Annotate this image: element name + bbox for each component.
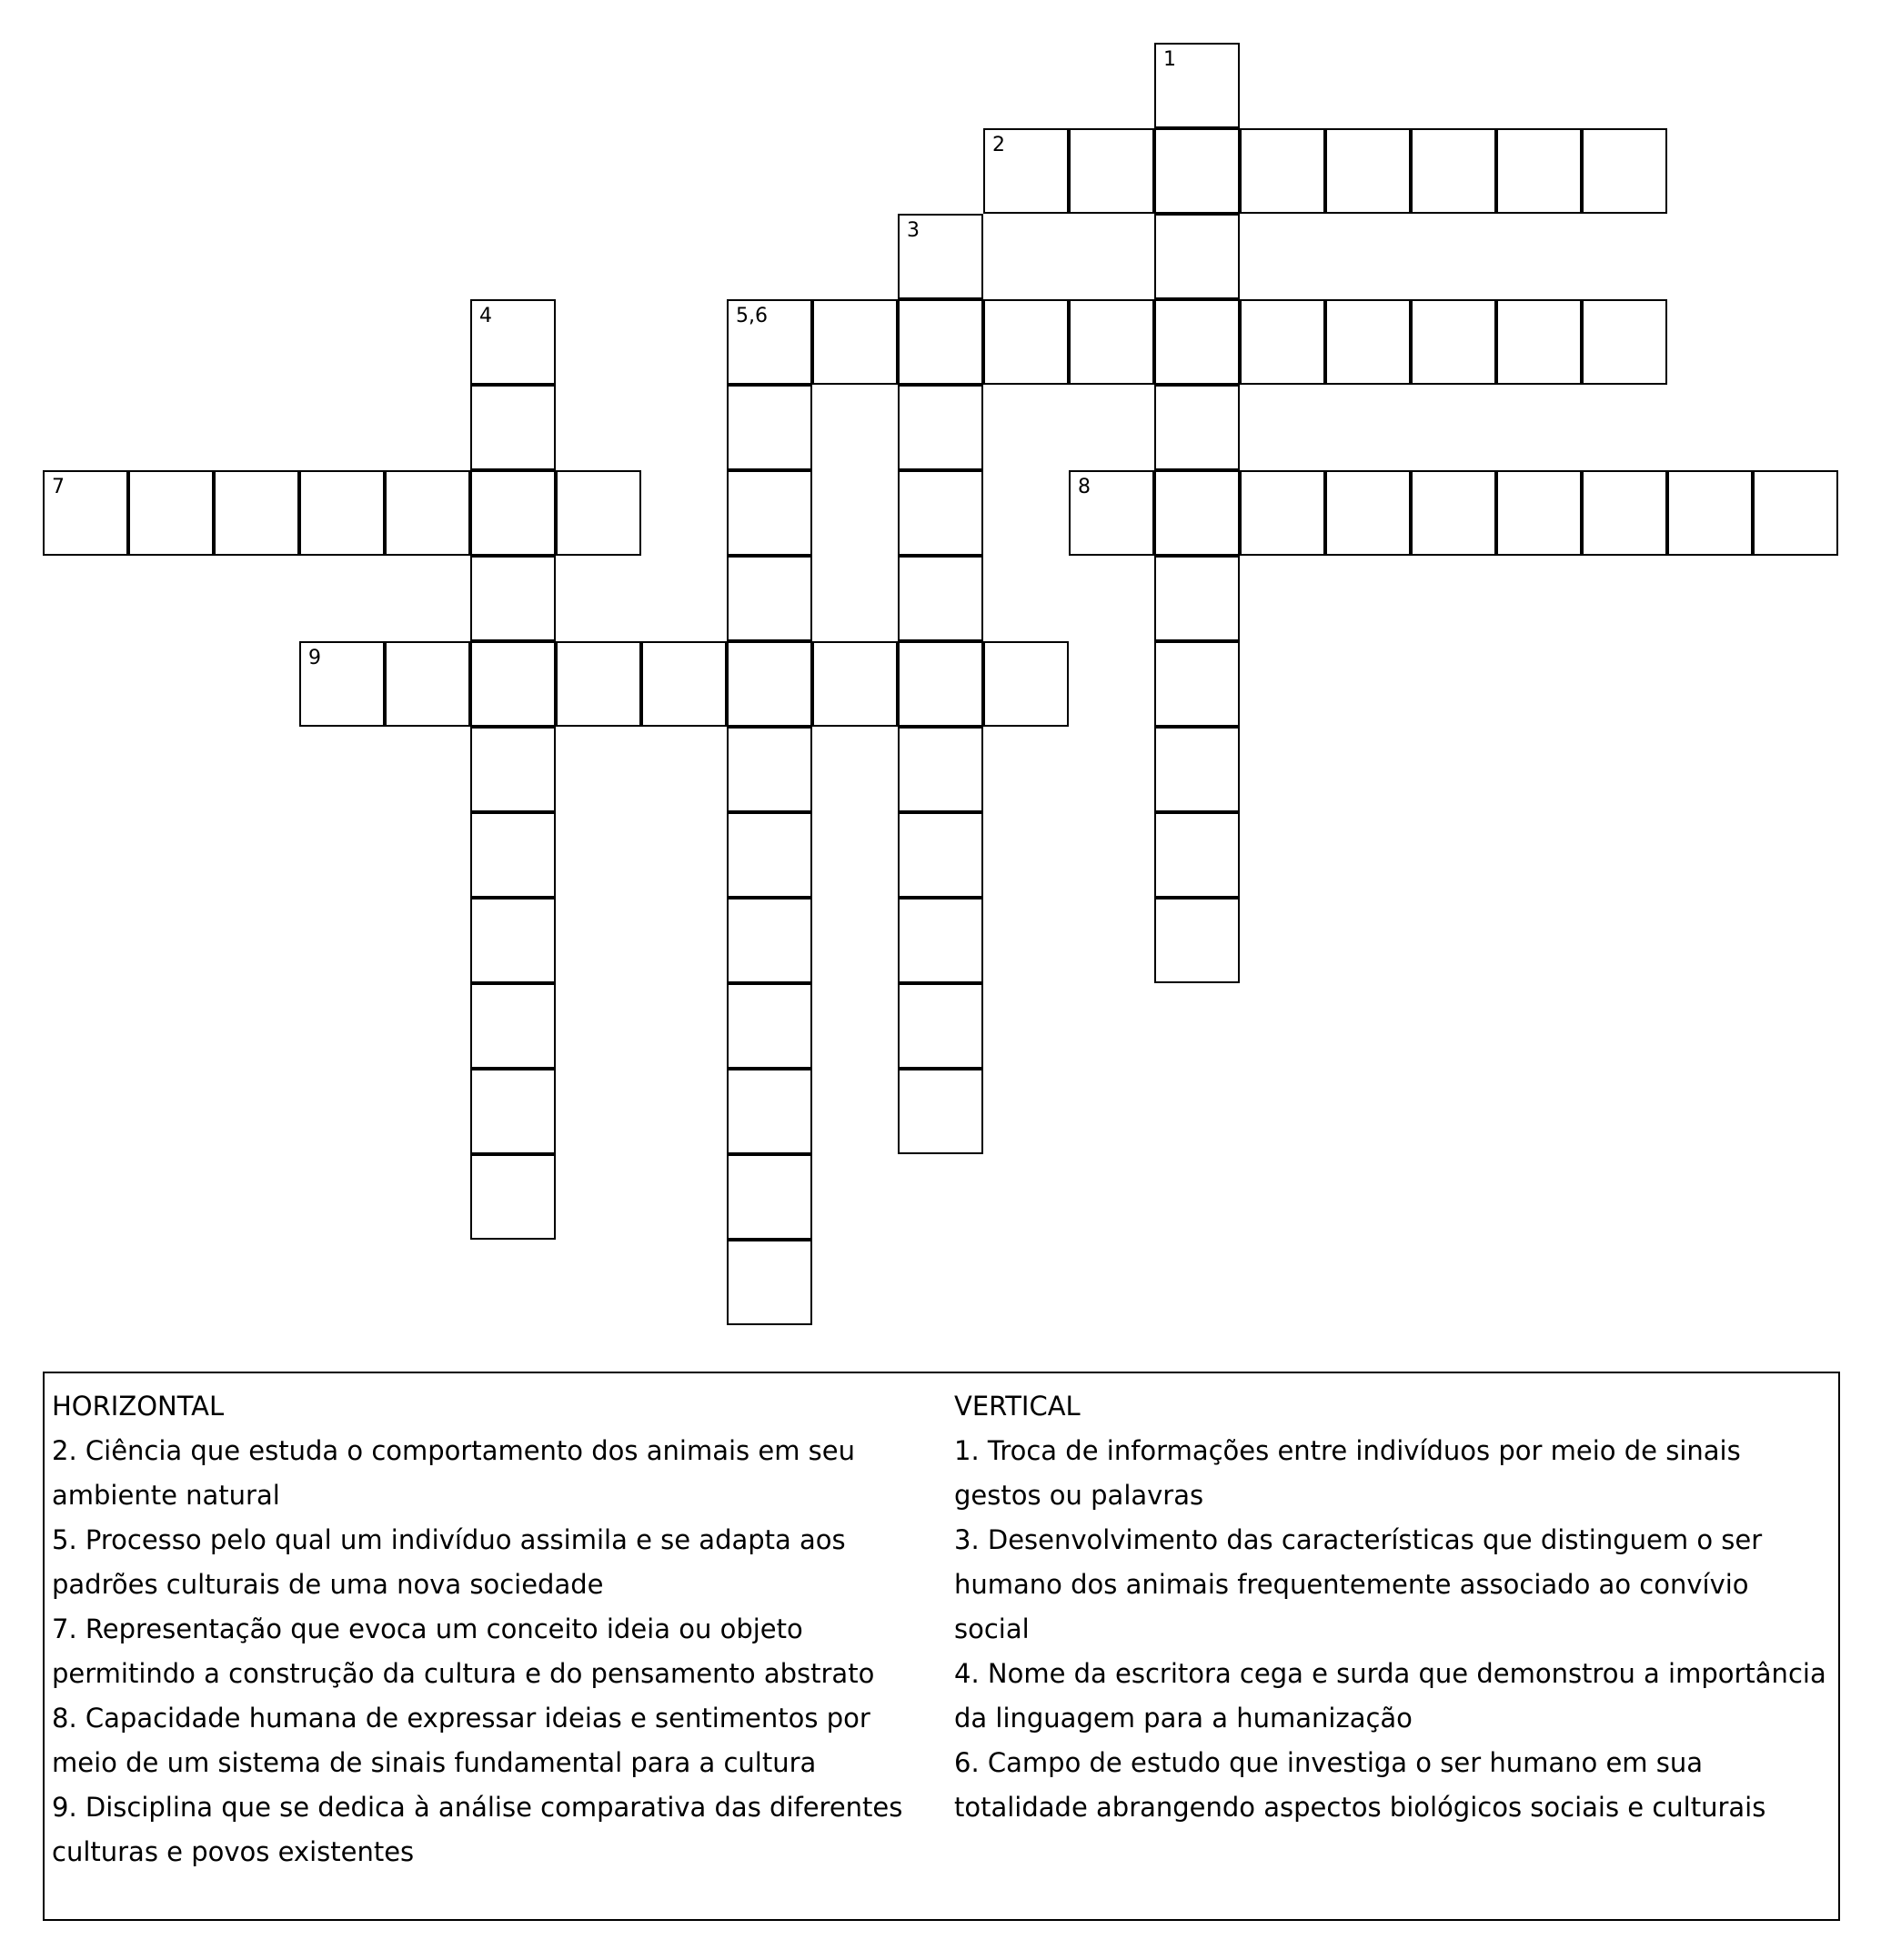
crossword-cell[interactable] (470, 812, 556, 898)
clue-down-4: 4. Nome da escritora cega e surda que demonstrou a importância da linguagem para a humanização (954, 1658, 1826, 1734)
crossword-cell[interactable] (385, 641, 470, 727)
crossword-cell[interactable] (385, 470, 470, 556)
cell-number: 7 (52, 476, 65, 498)
crossword-cell[interactable] (470, 898, 556, 983)
crossword-cell[interactable] (1325, 470, 1411, 556)
cell-number: 5,6 (736, 305, 768, 327)
crossword-cell[interactable] (1154, 470, 1240, 556)
crossword-cell[interactable] (898, 1069, 983, 1154)
crossword-cell[interactable] (898, 556, 983, 641)
crossword-cell[interactable] (727, 1154, 812, 1240)
crossword-cell[interactable] (1154, 43, 1240, 128)
crossword-cell[interactable] (1069, 128, 1154, 214)
crossword-cell[interactable] (1069, 470, 1154, 556)
clue-down-3: 3. Desenvolvimento das características que distinguem o ser humano dos animais frequentemente associado ao convívio social (954, 1524, 1763, 1644)
crossword-cell[interactable] (1154, 299, 1240, 385)
crossword-cell[interactable] (1325, 128, 1411, 214)
crossword-cell[interactable] (1325, 299, 1411, 385)
crossword-cell[interactable] (1582, 299, 1667, 385)
crossword-cell[interactable] (727, 470, 812, 556)
crossword-cell[interactable] (470, 385, 556, 470)
clue-across-7: 7. Representação que evoca um conceito ideia ou objeto permitindo a construção da cultura e do pensamento abstrato (52, 1613, 875, 1689)
crossword-cell[interactable] (1753, 470, 1838, 556)
crossword-cell[interactable] (1154, 128, 1240, 214)
crossword-cell[interactable] (1496, 128, 1582, 214)
crossword-cell[interactable] (1496, 470, 1582, 556)
cell-number: 9 (308, 647, 321, 669)
crossword-cell[interactable] (898, 385, 983, 470)
crossword-cell[interactable] (727, 641, 812, 727)
crossword-cell[interactable] (1154, 385, 1240, 470)
crossword-cell[interactable] (983, 641, 1069, 727)
clue-across-9: 9. Disciplina que se dedica à análise comparativa das diferentes culturas e povos existentes (52, 1792, 903, 1867)
crossword-cell[interactable] (898, 641, 983, 727)
crossword-cell[interactable] (727, 1069, 812, 1154)
crossword-cell[interactable] (812, 641, 898, 727)
vertical-clues (954, 1384, 1827, 1830)
crossword-cell[interactable] (1154, 727, 1240, 812)
crossword-cell[interactable] (1667, 470, 1753, 556)
crossword-cell[interactable] (727, 556, 812, 641)
crossword-cell[interactable] (727, 299, 812, 385)
crossword-cell[interactable] (1154, 641, 1240, 727)
crossword-cell[interactable] (898, 299, 983, 385)
clue-down-6: 6. Campo de estudo que investiga o ser humano em sua totalidade abrangendo aspectos biológicos sociais e culturais (954, 1747, 1766, 1823)
crossword-cell[interactable] (1154, 898, 1240, 983)
crossword-cell[interactable] (556, 641, 641, 727)
crossword-cell[interactable] (470, 1069, 556, 1154)
crossword-cell[interactable] (983, 299, 1069, 385)
clue-across-2: 2. Ciência que estuda o comportamento dos animais em seu ambiente natural (52, 1435, 855, 1511)
crossword-cell[interactable] (1154, 812, 1240, 898)
crossword-cell[interactable] (1496, 299, 1582, 385)
crossword-cell[interactable] (1240, 470, 1325, 556)
crossword-cell[interactable] (1582, 128, 1667, 214)
crossword-cell[interactable] (812, 299, 898, 385)
crossword-cell[interactable] (556, 470, 641, 556)
crossword-cell[interactable] (1069, 299, 1154, 385)
crossword-cell[interactable] (470, 641, 556, 727)
crossword-cell[interactable] (470, 1154, 556, 1240)
crossword-cell[interactable] (727, 727, 812, 812)
crossword-cell[interactable] (898, 898, 983, 983)
crossword-cell[interactable] (299, 470, 385, 556)
crossword-cell[interactable] (641, 641, 727, 727)
clue-across-8: 8. Capacidade humana de expressar ideias e sentimentos por meio de um sistema de sinais fundamental para a cultura (52, 1703, 870, 1778)
horizontal-heading: HORIZONTAL (52, 1391, 225, 1422)
crossword-cell[interactable] (727, 898, 812, 983)
crossword-cell[interactable] (470, 299, 556, 385)
cell-number: 3 (907, 219, 920, 242)
crossword-cell[interactable] (898, 812, 983, 898)
crossword-cell[interactable] (1411, 470, 1496, 556)
cell-number: 2 (992, 134, 1005, 156)
cell-number: 8 (1078, 476, 1091, 498)
crossword-cell[interactable] (727, 385, 812, 470)
crossword-cell[interactable] (727, 1240, 812, 1325)
cell-number: 4 (479, 305, 492, 327)
clues-box (43, 1372, 1840, 1921)
horizontal-clues (52, 1384, 934, 1875)
crossword-cell[interactable] (898, 983, 983, 1069)
crossword-cell[interactable] (1582, 470, 1667, 556)
clue-down-1: 1. Troca de informações entre indivíduos por meio de sinais gestos ou palavras (954, 1435, 1741, 1511)
crossword-cell[interactable] (727, 983, 812, 1069)
crossword-cell[interactable] (1154, 556, 1240, 641)
crossword-cell[interactable] (1411, 128, 1496, 214)
crossword-cell[interactable] (470, 727, 556, 812)
clue-across-5: 5. Processo pelo qual um indivíduo assimila e se adapta aos padrões culturais de uma nova sociedade (52, 1524, 846, 1600)
crossword-cell[interactable] (214, 470, 299, 556)
crossword-cell[interactable] (1411, 299, 1496, 385)
crossword-cell[interactable] (470, 556, 556, 641)
crossword-cell[interactable] (470, 470, 556, 556)
crossword-cell[interactable] (1154, 214, 1240, 299)
cell-number: 1 (1163, 48, 1176, 71)
crossword-cell[interactable] (1240, 128, 1325, 214)
crossword-cell[interactable] (1240, 299, 1325, 385)
crossword-cell[interactable] (128, 470, 214, 556)
crossword-cell[interactable] (983, 128, 1069, 214)
crossword-cell[interactable] (898, 470, 983, 556)
crossword-cell[interactable] (898, 214, 983, 299)
crossword-cell[interactable] (43, 470, 128, 556)
crossword-cell[interactable] (470, 983, 556, 1069)
crossword-cell[interactable] (299, 641, 385, 727)
crossword-cell[interactable] (727, 812, 812, 898)
crossword-cell[interactable] (898, 727, 983, 812)
vertical-heading: VERTICAL (954, 1391, 1081, 1422)
